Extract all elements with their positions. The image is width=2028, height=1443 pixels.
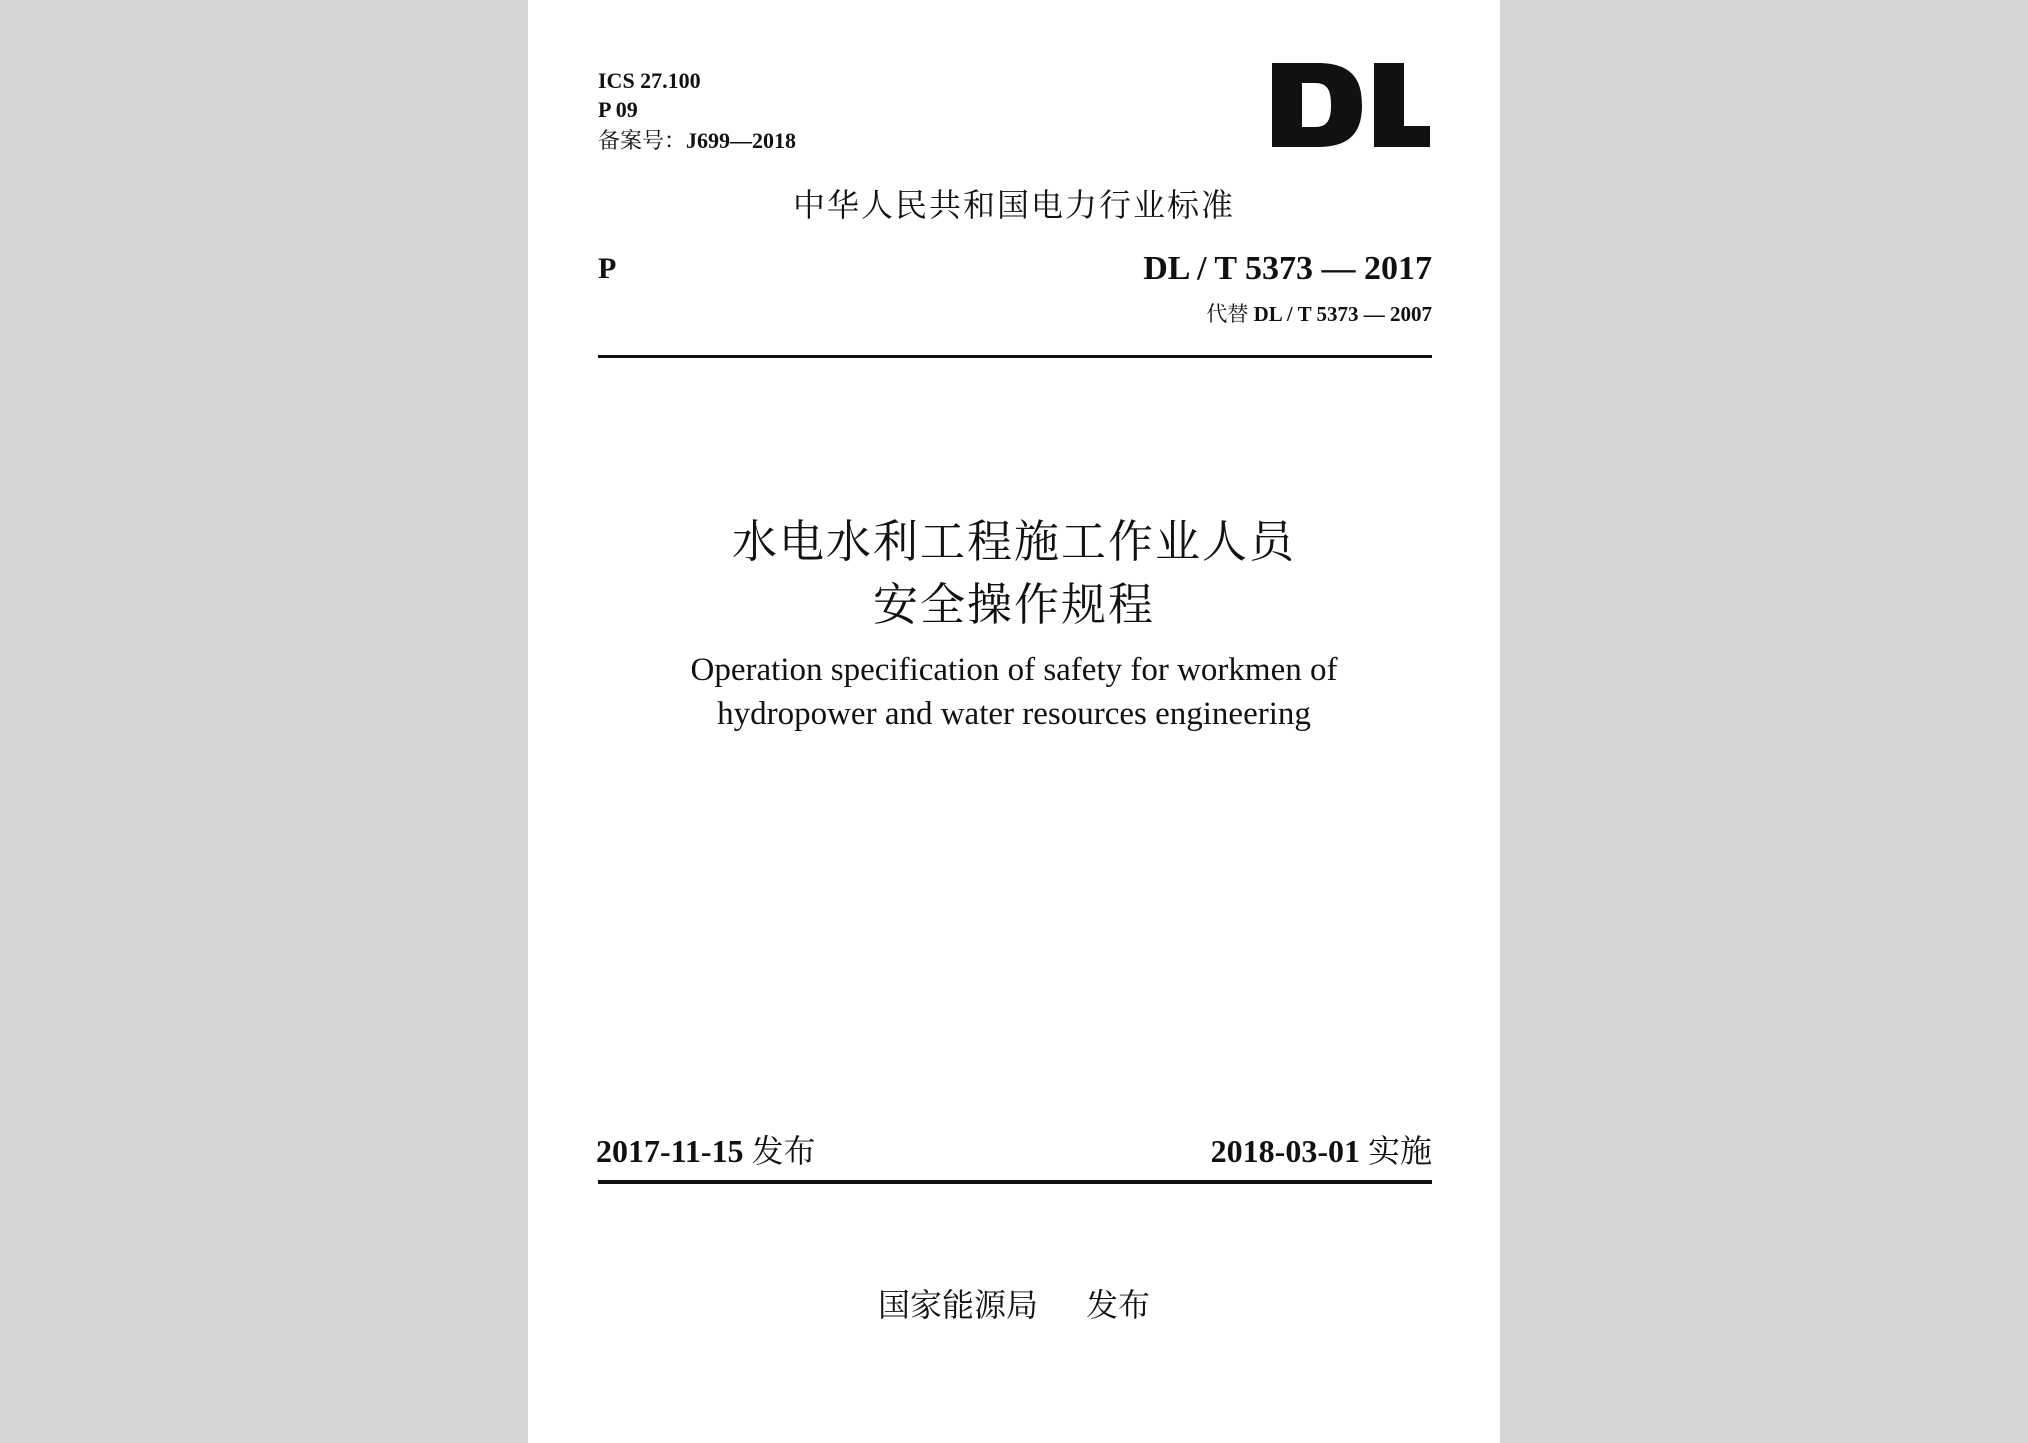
standard-number: DL / T 5373 — 2017: [1143, 250, 1432, 287]
issuer-label: 发布: [1086, 1286, 1151, 1324]
issue-date-line: [596, 1126, 816, 1172]
organization-title: 中华人民共和国电力行业标准: [792, 186, 1235, 224]
issuer-line: [528, 1280, 1500, 1326]
dl-logo: [1270, 60, 1432, 150]
issue-date: 2017-11-15: [596, 1133, 744, 1169]
title-english-line-2: hydropower and water resources engineering: [717, 696, 1311, 732]
top-divider: [598, 355, 1432, 358]
record-label: 备案号：: [598, 129, 687, 154]
replaces-number: DL / T 5373 — 2007: [1253, 302, 1432, 326]
implement-date: 2018-03-01: [1210, 1133, 1360, 1169]
title-english-line-1: Operation specification of safety for workmen of: [690, 652, 1338, 688]
document-page: [528, 0, 1500, 1443]
replaces-line: [1206, 298, 1432, 328]
ics-code: ICS 27.100: [598, 68, 701, 93]
replaces-label: 代替: [1206, 302, 1249, 326]
classification-code: P 09: [598, 97, 638, 122]
title-chinese-line-2: 安全操作规程: [872, 578, 1155, 631]
implement-date-line: [1211, 1126, 1432, 1172]
implement-label: 实施: [1367, 1132, 1432, 1170]
record-number-line: [598, 126, 796, 157]
title-chinese-line-1: 水电水利工程施工作业人员: [731, 515, 1296, 568]
record-number: J699—2018: [686, 128, 797, 153]
dl-logo-letter-l: [1374, 63, 1430, 147]
category-letter: P: [598, 252, 617, 285]
issue-label: 发布: [751, 1132, 816, 1170]
issuer-name: 国家能源局: [877, 1286, 1038, 1324]
bottom-divider: [598, 1180, 1432, 1184]
dl-logo-letter-d: [1272, 63, 1362, 147]
